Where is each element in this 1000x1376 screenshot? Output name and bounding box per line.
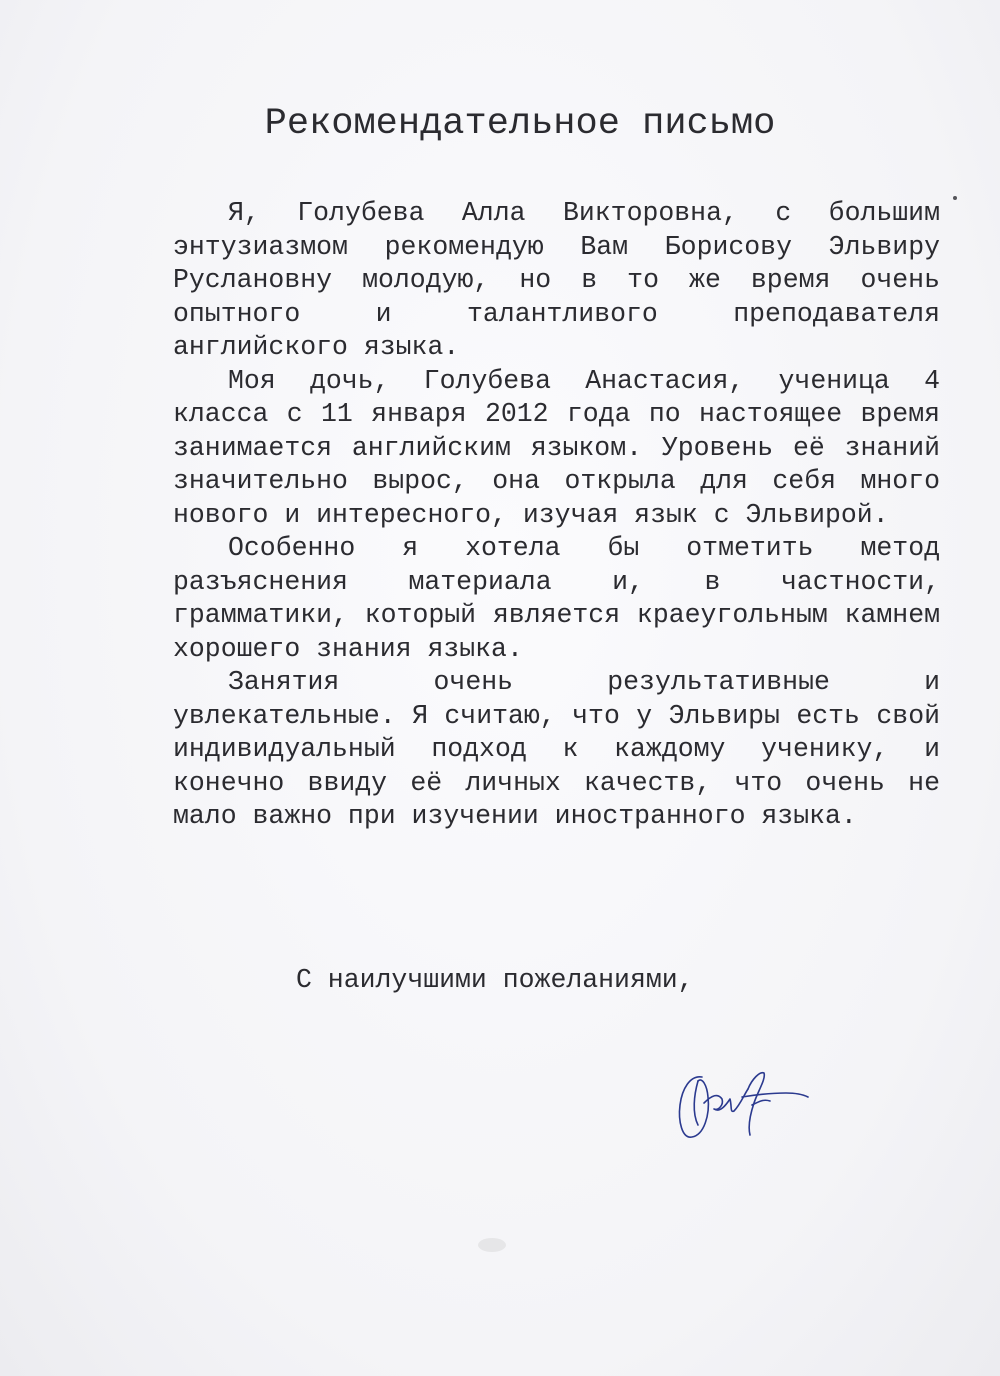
- paragraph-recommendation: Я, Голубева Алла Викторовна, с большим энтузиазмом рекомендую Вам Борисову Эльвиру Руслановну молодую, но в то же время очень опытного и талантливого преподавателя английского языка.: [173, 198, 940, 362]
- paragraph-lessons: Занятия очень результативные и увлекательные. Я считаю, что у Эльвиры есть свой индивидуальный подход к каждому ученику, и конечно ввиду её личных качеств, что очень не мало важно при изучении иностранного языка.: [173, 667, 940, 831]
- paragraph-method: Особенно я хотела бы отметить метод разъяснения материала и, в частности, грамматики, который является краеугольным камнем хорошего знания языка.: [173, 533, 940, 664]
- letter-body: [173, 197, 940, 834]
- paper-speck: [953, 196, 957, 200]
- paper-speck: [478, 1238, 506, 1252]
- letter-title: Рекомендательное письмо: [264, 103, 776, 145]
- handwritten-signature: [668, 1055, 818, 1150]
- letter-closing: С наилучшими пожеланиями,: [296, 965, 694, 995]
- paragraph-daughter: Моя дочь, Голубева Анастасия, ученица 4 класса с 11 января 2012 года по настоящее время занимается английским языком. Уровень её знаний значительно вырос, она открыла для себя много нового и интересного, изучая язык с Эльвирой.: [173, 365, 940, 530]
